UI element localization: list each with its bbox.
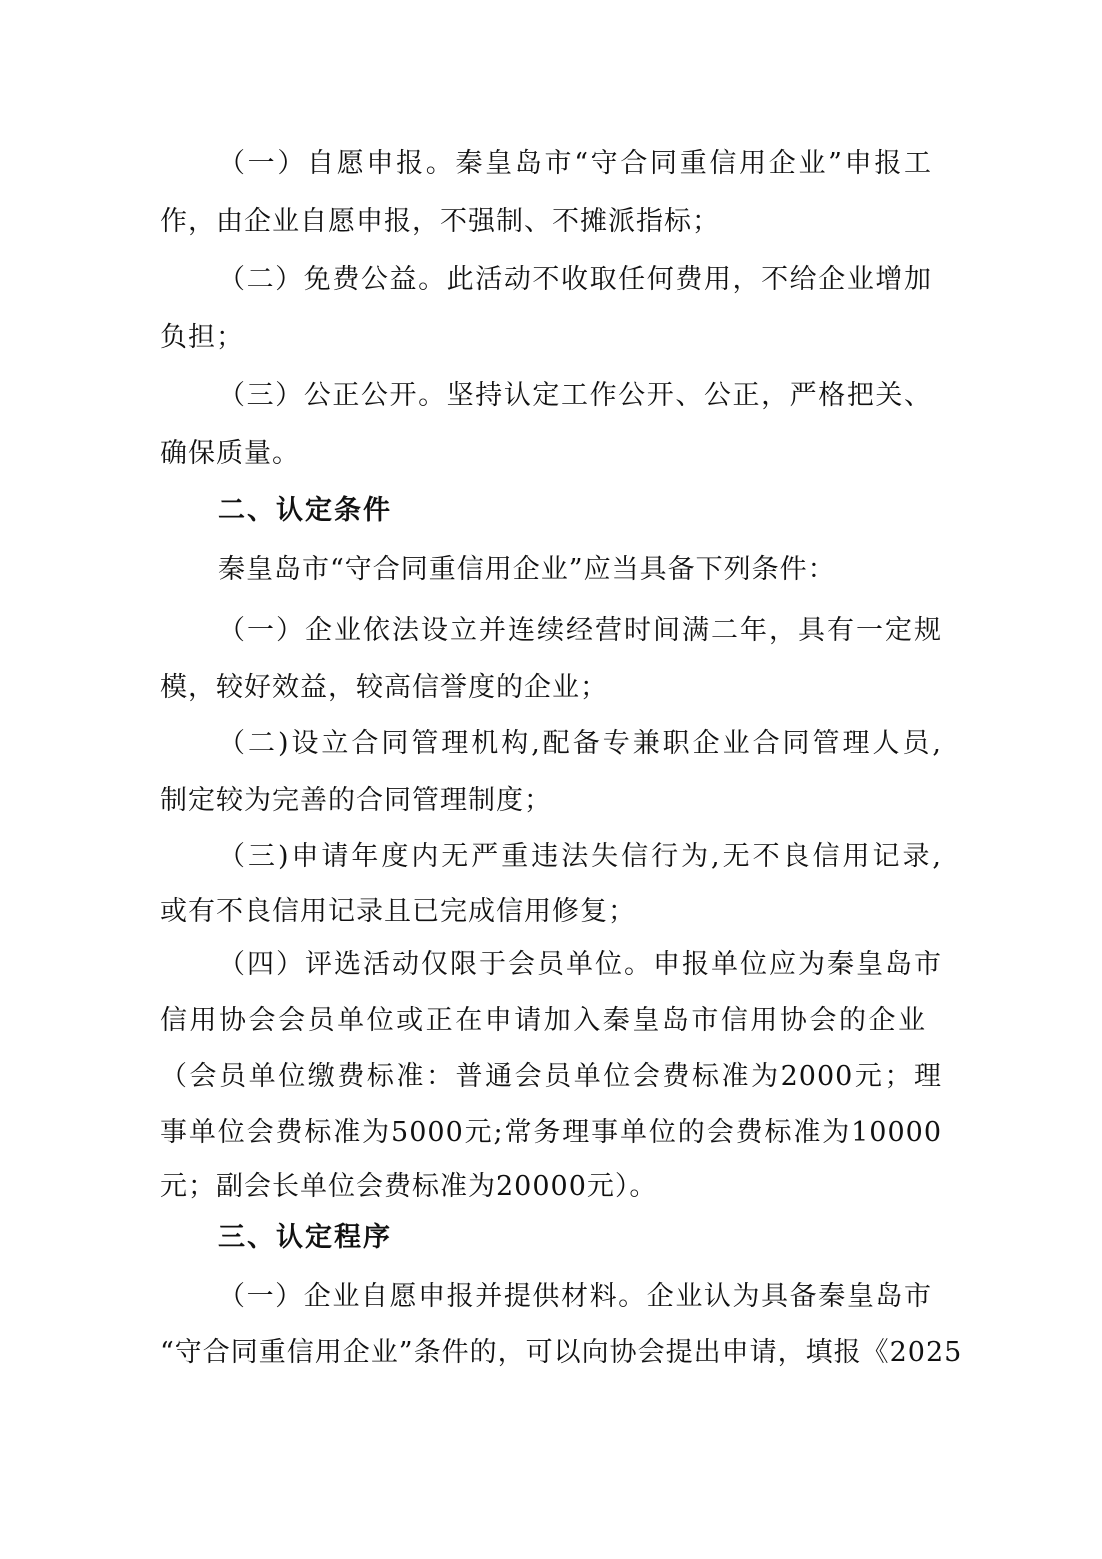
section-heading: 二、认定条件 [218,495,392,526]
paragraph-line: （二）免费公益。此活动不收取任何费用，不给企业增加 [218,264,932,295]
paragraph-line: 作，由企业自愿申报，不强制、不摊派指标； [160,206,720,237]
paragraph-line: 秦皇岛市“守合同重信用企业”应当具备下列条件： [218,554,836,585]
paragraph-line: （四）评选活动仅限于会员单位。申报单位应为秦皇岛市 [218,949,942,980]
paragraph-line: （一）企业自愿申报并提供材料。企业认为具备秦皇岛市 [218,1281,932,1312]
paragraph-line: 确保质量。 [160,438,300,469]
paragraph-line: 信用协会会员单位或正在申请加入秦皇岛市信用协会的企业 [160,1005,926,1036]
paragraph-line: 或有不良信用记录且已完成信用修复； [160,896,636,927]
paragraph-line: （一）自愿申报。秦皇岛市“守合同重信用企业”申报工 [218,148,932,179]
paragraph-line: 事单位会费标准为5000元;常务理事单位的会费标准为10000 [160,1117,942,1148]
paragraph-line: 元；副会长单位会费标准为20000元）。 [160,1171,658,1202]
paragraph-line: 制定较为完善的合同管理制度； [160,785,552,816]
paragraph-line: （二)设立合同管理机构,配备专兼职企业合同管理人员, [218,728,942,759]
paragraph-line: （三)申请年度内无严重违法失信行为,无不良信用记录, [218,841,942,872]
paragraph-line: “守合同重信用企业”条件的，可以向协会提出申请，填报《2025 [160,1337,963,1368]
paragraph-line: （三）公正公开。坚持认定工作公开、公正，严格把关、 [218,380,932,411]
paragraph-line: （一）企业依法设立并连续经营时间满二年，具有一定规 [218,615,942,646]
section-heading: 三、认定程序 [218,1222,392,1253]
paragraph-line: 负担； [160,322,244,353]
paragraph-line: 模，较好效益，较高信誉度的企业； [160,672,608,703]
paragraph-line: （会员单位缴费标准：普通会员单位会费标准为2000元；理 [160,1061,942,1092]
